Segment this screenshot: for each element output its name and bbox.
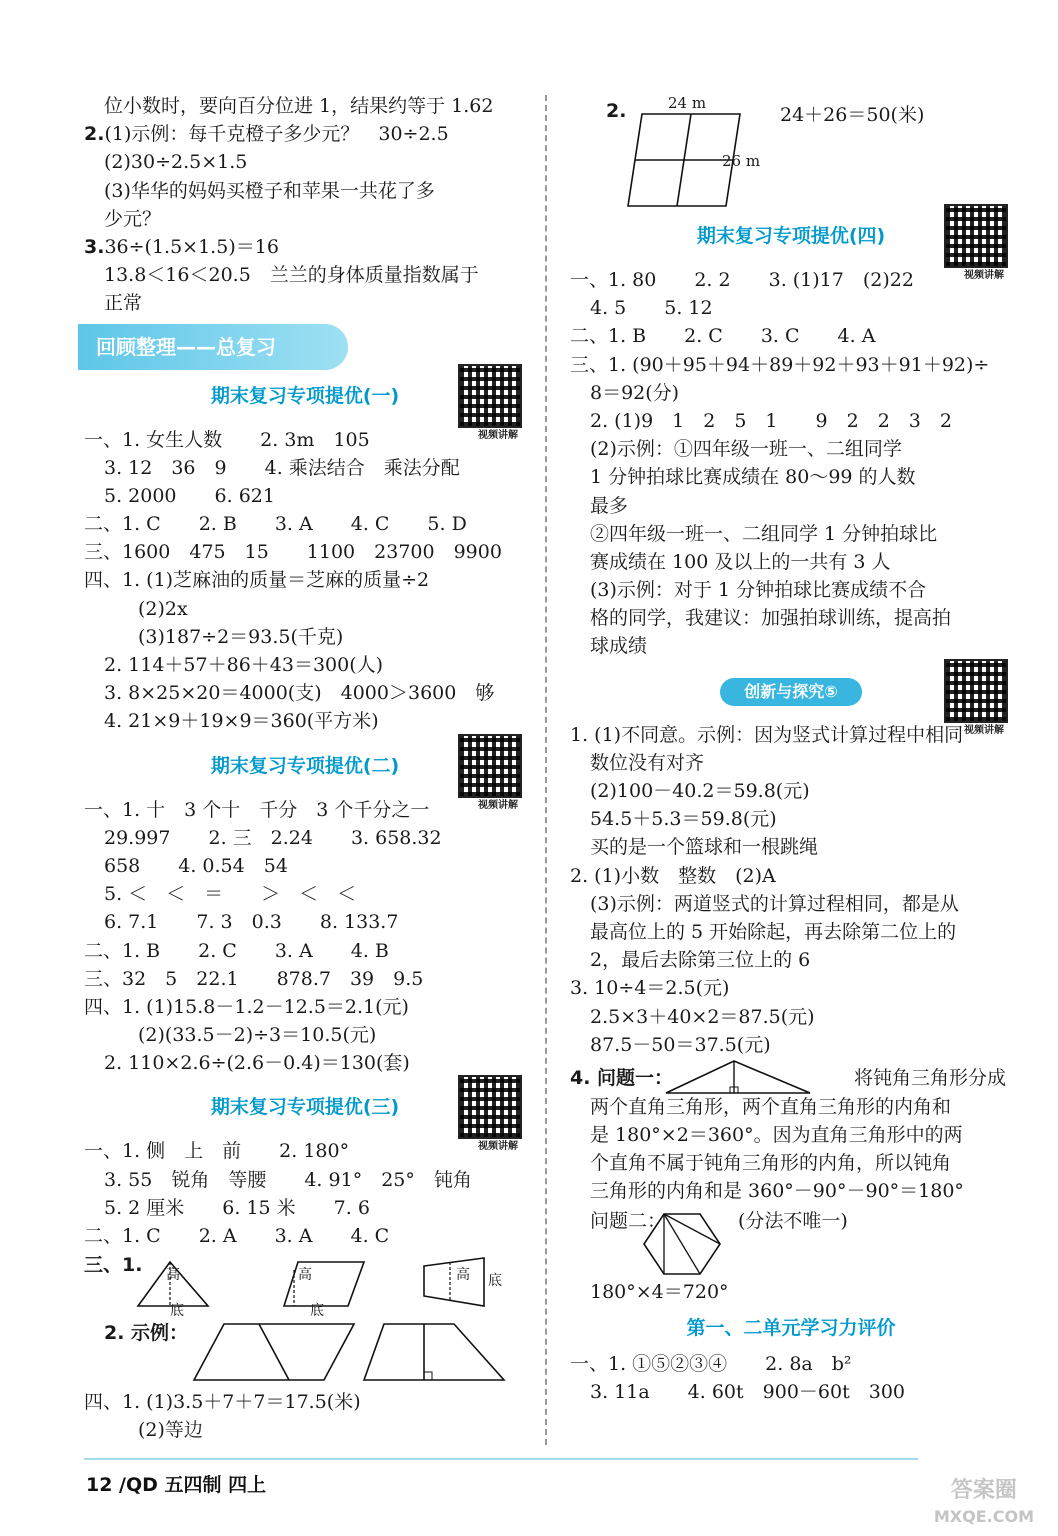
answer-line: 最多 bbox=[590, 494, 629, 517]
answer-line: 最高位上的 5 开始除起，再去除第二位上的 bbox=[590, 920, 957, 943]
answer-line: 2. (1)9 1 2 5 1 9 2 2 3 2 bbox=[590, 409, 952, 432]
answer-line: 一、1. 十 3 个十 千分 3 个千分之一 bbox=[84, 798, 430, 821]
watermark-line: 答案圈 bbox=[950, 1478, 1017, 1503]
answer-line: 一、1. 80 2. 2 3. (1)17 (2)22 bbox=[570, 269, 914, 291]
qr-code-icon[interactable] bbox=[944, 659, 1008, 723]
qr-caption: 视频讲解 bbox=[478, 1141, 518, 1153]
answer-line: 一、1. 侧 上 前 2. 180° bbox=[84, 1140, 350, 1163]
answer-line: 5. 2000 6. 621 bbox=[104, 484, 275, 507]
text-span: (1)示例：每千克橙子多少元？ 30÷2.5 bbox=[104, 123, 449, 146]
answer-line: 87.5－50＝37.5(元) bbox=[590, 1033, 771, 1056]
answer-line: 1. (1)不同意。示例：因为竖式计算过程中相同 bbox=[570, 723, 964, 746]
base-label: 底 bbox=[310, 1303, 324, 1320]
answer-line: 一、1. ①⑤②③④ 2. 8a b² bbox=[570, 1352, 852, 1375]
answer-line: 3. 10÷4＝2.5(元) bbox=[570, 977, 730, 1000]
answer-line: 2，最后去除第三位上的 6 bbox=[590, 949, 811, 972]
item-label: 三、1. bbox=[84, 1254, 143, 1277]
answer-line: (2)100－40.2＝59.8(元) bbox=[590, 780, 810, 802]
review-banner: 回顾整理——总复习 bbox=[78, 324, 348, 370]
height-label: 高 bbox=[166, 1267, 180, 1284]
section-3-after bbox=[84, 1388, 526, 1444]
answer-line: 二、1. B 2. C 3. C 4. A bbox=[570, 325, 876, 348]
answer-line: 6. 7.1 7. 3 0.3 8. 133.7 bbox=[104, 911, 399, 934]
answer-line: (3)示例：对于 1 分钟拍球比赛成绩不合 bbox=[590, 579, 927, 602]
watermark-line: MXQE.COM bbox=[933, 1507, 1034, 1526]
height-label: 高 bbox=[298, 1267, 312, 1284]
section-pill: 创新与探究⑤ bbox=[720, 678, 862, 706]
formula: 24＋26＝50(米) bbox=[780, 104, 925, 126]
question-2-figure-row bbox=[570, 92, 1012, 214]
text-span: (分法不唯一) bbox=[738, 1209, 848, 1232]
answer-line: 三、1600 475 15 1100 23700 9900 bbox=[84, 541, 502, 564]
base-label: 底 bbox=[170, 1303, 184, 1320]
height-label: 高 bbox=[456, 1267, 470, 1284]
qr-caption: 视频讲解 bbox=[964, 270, 1004, 281]
division-figures-row bbox=[84, 1316, 526, 1388]
item-label: 2. 示例： bbox=[104, 1322, 189, 1345]
answer-line: 3. 55 锐角 等腰 4. 91° 25° 钝角 bbox=[104, 1168, 472, 1191]
answer-line: 658 4. 0.54 54 bbox=[104, 854, 288, 877]
answer-line: 数位没有对齐 bbox=[590, 751, 705, 774]
item-label: 4. 问题一： bbox=[570, 1066, 674, 1089]
answer-line: 格的同学，我建议：加强拍球训练，提高拍 bbox=[590, 607, 952, 630]
answer-line: 1 分钟拍球比赛成绩在 80～99 的人数 bbox=[590, 466, 916, 489]
text-span: 将钝角三角形分成 bbox=[853, 1066, 1006, 1089]
answer-line: 二、1. C 2. A 3. A 4. C bbox=[84, 1225, 390, 1247]
answer-line: 三角形的内角和是 360°－90°－90°＝180° bbox=[590, 1180, 964, 1203]
answer-line: 2. (1)小数 整数 (2)A bbox=[570, 864, 776, 887]
answer-line: 2. 110×2.6÷(2.6－0.4)＝130(套) bbox=[104, 1052, 410, 1075]
left-column bbox=[84, 92, 526, 1445]
answer-line: 四、1. (1)3.5＋7＋7＝17.5(米) bbox=[84, 1391, 361, 1414]
qr-code-icon[interactable] bbox=[458, 364, 522, 428]
answer-line: 球成绩 bbox=[590, 635, 648, 658]
text-span: 问题二： bbox=[590, 1209, 667, 1232]
answer-line: 二、1. C 2. B 3. A 4. C 5. D bbox=[84, 513, 467, 536]
section-title-text: 期末复习专项提优(一) bbox=[210, 384, 400, 407]
answer-line: 29.997 2. 三 2.24 3. 658.32 bbox=[104, 826, 442, 849]
answer-line: 5. ＜ ＜ ＝ ＞ ＜ ＜ bbox=[104, 883, 357, 906]
answer-line: 三、1. (90＋95＋94＋89＋92＋93＋91＋92)÷ bbox=[570, 353, 990, 376]
question-4-row bbox=[570, 1059, 1012, 1093]
answer-line: ②四年级一班一、二组同学 1 分钟拍球比 bbox=[590, 522, 938, 545]
answer-line: 二、1. B 2. C 3. A 4. B bbox=[84, 939, 389, 962]
base-label: 底 bbox=[488, 1273, 502, 1290]
hexagon-row bbox=[570, 1206, 1012, 1278]
answer-line: (2)(33.5－2)÷3＝10.5(元) bbox=[138, 1024, 377, 1047]
qr-caption: 视频讲解 bbox=[478, 799, 518, 811]
right-column bbox=[570, 92, 1012, 1406]
section-1-answers bbox=[84, 426, 526, 736]
answer-line: 一、1. 女生人数 2. 3m 105 bbox=[84, 428, 370, 451]
section-title-text: 期末复习专项提优(三) bbox=[210, 1096, 400, 1119]
answer-line: (2)等边 bbox=[138, 1419, 203, 1442]
qr-caption: 视频讲解 bbox=[478, 429, 518, 441]
answer-line: 4. 21×9＋19×9＝360(平方米) bbox=[104, 710, 379, 733]
qr-code-icon[interactable] bbox=[944, 204, 1008, 268]
answer-line: 3. 12 36 9 4. 乘法结合 乘法分配 bbox=[104, 456, 460, 479]
answer-line: 是 180°×2＝360°。因为直角三角形中的两 bbox=[590, 1124, 963, 1147]
text-line: 180°×4＝720° bbox=[590, 1280, 729, 1303]
question-4-answers bbox=[570, 1093, 1012, 1206]
column-divider bbox=[545, 95, 547, 1445]
section-5-answers bbox=[570, 721, 1012, 1059]
answer-line: 四、1. (1)芝麻油的质量＝芝麻的质量÷2 bbox=[84, 569, 430, 592]
answer-line: 3. 8×25×20＝4000(支) 4000＞3600 够 bbox=[104, 682, 495, 705]
answer-line: (2)2x bbox=[138, 597, 188, 620]
dimension-label: 26 m bbox=[722, 152, 761, 170]
qr-caption: 视频讲解 bbox=[964, 724, 1004, 736]
answer-line: 四、1. (1)15.8－1.2－12.5＝2.1(元) bbox=[84, 995, 409, 1018]
answer-line: 个直角不属于钝角三角形的内角，所以钝角 bbox=[590, 1152, 952, 1175]
question-3-line-1 bbox=[84, 233, 526, 261]
answer-line: 赛成绩在 100 及以上的一共有 3 人 bbox=[590, 550, 891, 573]
answer-line: 8＝92(分) bbox=[590, 381, 680, 404]
text-line: 正常 bbox=[104, 292, 143, 315]
question-number: 3. bbox=[84, 235, 105, 258]
answer-line: 4. 5 5. 12 bbox=[590, 297, 713, 320]
section-2-answers bbox=[84, 796, 526, 1078]
dimension-label: 24 m bbox=[668, 94, 707, 112]
text-line: (2)30÷2.5×1.5 bbox=[104, 151, 248, 174]
text-span: 36÷(1.5×1.5)＝16 bbox=[104, 235, 279, 258]
answer-line: 2. 114＋57＋86＋43＝300(人) bbox=[104, 654, 384, 676]
footer-rule bbox=[84, 1458, 918, 1460]
section-6-answers bbox=[570, 1350, 1012, 1406]
question-number: 2. bbox=[84, 123, 105, 146]
height-figures-row bbox=[84, 1250, 526, 1320]
answer-line: (3)示例：两道竖式的计算过程相同，都是从 bbox=[590, 892, 959, 915]
text-line: 位小数时，要向百分位进 1，结果约等于 1.62 bbox=[104, 95, 494, 117]
section-title-text: 第一、二单元学习力评价 bbox=[686, 1316, 896, 1339]
section-title-text: 期末复习专项提优(四) bbox=[696, 225, 886, 247]
qr-code-icon[interactable] bbox=[458, 1075, 522, 1139]
answer-line: 两个直角三角形，两个直角三角形的内角和 bbox=[590, 1095, 952, 1118]
answer-line: (2)示例：①四年级一班一、二组同学 bbox=[590, 438, 902, 461]
answer-line: 3. 11a 4. 60t 900－60t 300 bbox=[590, 1381, 905, 1403]
page-footer: 12 /QD 五四制 四上 bbox=[86, 1474, 267, 1496]
qr-code-icon[interactable] bbox=[458, 734, 522, 798]
question-2-line-1 bbox=[84, 120, 526, 148]
watermark bbox=[934, 1478, 1034, 1530]
answer-line: 2.5×3＋40×2＝87.5(元) bbox=[590, 1005, 815, 1028]
text-line: (3)华华的妈妈买橙子和苹果一共花了多 bbox=[104, 179, 435, 202]
answer-line: 买的是一个篮球和一根跳绳 bbox=[590, 836, 819, 859]
section-4-answers bbox=[570, 266, 1012, 661]
answer-line: (3)187÷2＝93.5(千克) bbox=[138, 625, 344, 648]
text-line: 少元？ bbox=[104, 207, 162, 230]
section-title bbox=[570, 1306, 1012, 1350]
text-line: 13.8＜16＜20.5 兰兰的身体质量指数属于 bbox=[104, 264, 479, 287]
answer-line: 三、32 5 22.1 878.7 39 9.5 bbox=[84, 967, 424, 990]
answer-line: 54.5＋5.3＝59.8(元) bbox=[590, 808, 777, 831]
section-3-answers bbox=[84, 1137, 526, 1250]
section-title-text: 期末复习专项提优(二) bbox=[210, 754, 400, 777]
answer-line: 5. 2 厘米 6. 15 米 7. 6 bbox=[104, 1196, 370, 1219]
question-number: 2. bbox=[606, 100, 627, 122]
